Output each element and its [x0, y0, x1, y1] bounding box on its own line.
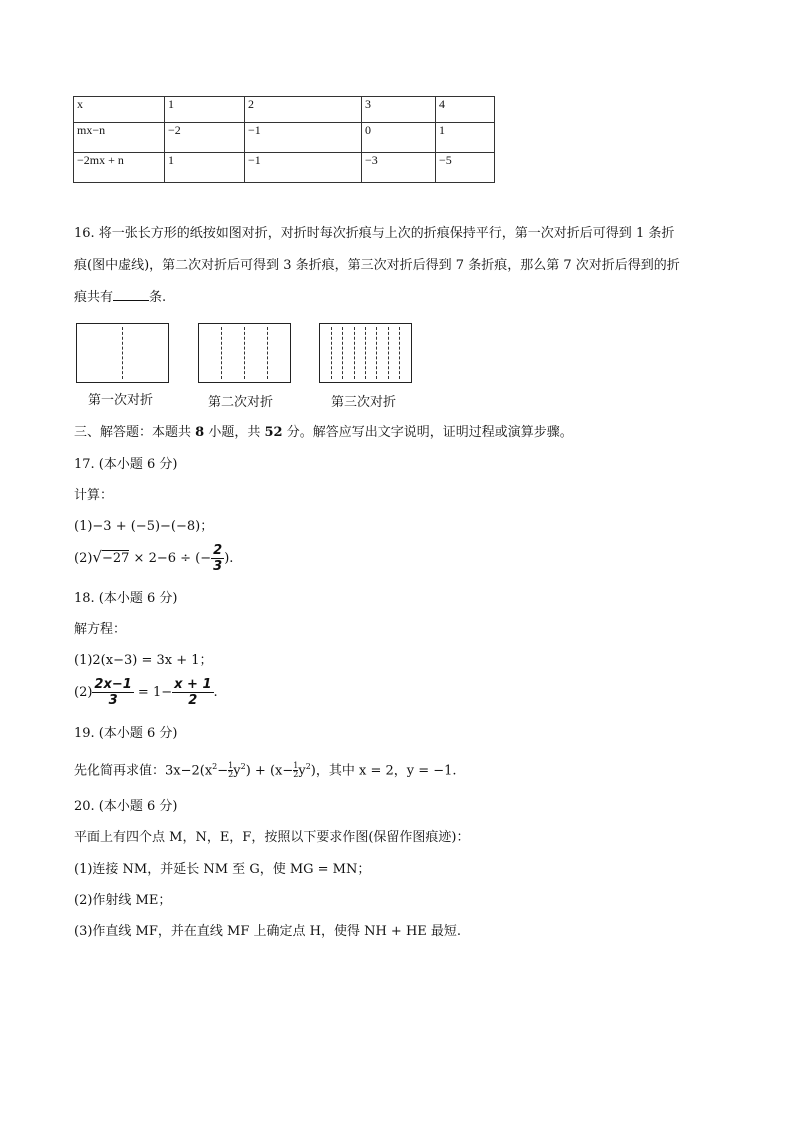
table-cell: −3 [362, 153, 436, 183]
exponent: 2 [212, 762, 218, 771]
denominator: 3 [213, 559, 223, 574]
q17-header: 17. (本小题 6 分) [74, 457, 178, 472]
section-header [74, 425, 573, 441]
q16-line1: 16. 将一张长方形的纸按如图对折，对折时每次折痕与上次的折痕保持平行，第一次对折后可得到 1 条折 [74, 226, 675, 241]
fraction [172, 677, 213, 708]
denominator: 2 [293, 770, 299, 780]
part-label: (2) [74, 685, 93, 700]
variable-y: y [233, 763, 241, 779]
expression-text: × 2−6 ÷ (− [129, 551, 212, 566]
table-cell: 1 [436, 123, 495, 153]
table-cell: −1 [245, 153, 362, 183]
variable-y: y [298, 763, 306, 779]
section-points: 52 [264, 425, 283, 440]
numerator: 1 [293, 761, 299, 771]
table-row [74, 123, 495, 153]
expression-end: )，其中 x = 2，y = −1. [310, 763, 457, 779]
fold-crease [388, 327, 389, 379]
q18-header: 18. (本小题 6 分) [74, 591, 178, 606]
table-cell: mx−n [74, 123, 165, 153]
section-suffix: 分。解答应写出文字说明，证明过程或演算步骤。 [286, 425, 573, 440]
expression-text: = 1− [133, 685, 173, 700]
minus-sign: − [217, 763, 229, 779]
q20-part3: (3)作直线 MF，并在直线 MF 上确定点 H，使得 NH + HE 最短. [74, 924, 462, 939]
table-cell: −1 [245, 123, 362, 153]
table-cell: −2 [165, 123, 245, 153]
fraction [211, 543, 224, 574]
q17-part1: (1)−3 + (−5)−(−8)； [74, 519, 214, 534]
fold-crease [331, 327, 332, 379]
fold-crease [244, 327, 245, 379]
fold-caption-2: 第二次对折 [208, 395, 274, 410]
fold-caption-1: 第一次对折 [88, 393, 154, 408]
fold-crease [365, 327, 366, 379]
denominator: 2 [188, 693, 198, 708]
q18-part2 [74, 677, 218, 708]
denominator: 3 [108, 693, 118, 708]
value-table [73, 96, 495, 183]
table-cell: 0 [362, 123, 436, 153]
q17-part2 [74, 543, 233, 574]
section-mid: 小题，共 [208, 425, 261, 440]
table-cell: 2 [245, 97, 362, 123]
section-prefix: 三、解答题：本题共 [74, 425, 192, 440]
q18-prompt: 解方程： [74, 622, 127, 637]
table-cell: −5 [436, 153, 495, 183]
table-cell: −2mx + n [74, 153, 165, 183]
q20-prompt: 平面上有四个点 M，N，E，F，按照以下要求作图(保留作图痕迹)： [74, 830, 470, 845]
fold-caption-3: 第三次对折 [331, 395, 397, 410]
table-cell: 3 [362, 97, 436, 123]
table-cell: 1 [165, 153, 245, 183]
denominator: 2 [228, 770, 234, 780]
table-cell: x [74, 97, 165, 123]
table-cell: 1 [165, 97, 245, 123]
table-row [74, 153, 495, 183]
fold-crease [376, 327, 377, 379]
expression-end: ). [224, 551, 234, 566]
q19-expression [74, 756, 457, 782]
expression-text: ) + (x− [245, 763, 294, 779]
q20-part1: (1)连接 NM，并延长 NM 至 G，使 MG = MN； [74, 862, 371, 877]
q20-part2: (2)作射线 ME； [74, 893, 172, 908]
table-cell: 4 [436, 97, 495, 123]
q16-line3 [74, 289, 166, 306]
fold-figure-2 [198, 323, 291, 383]
fold-crease [267, 327, 268, 379]
answer-blank [113, 289, 149, 301]
q19-header: 19. (本小题 6 分) [74, 726, 178, 741]
expression-end: . [213, 685, 218, 700]
exponent: 2 [240, 762, 246, 771]
numerator: 1 [228, 761, 234, 771]
numerator: x + 1 [174, 677, 212, 692]
fold-crease [221, 327, 222, 379]
cube-root-sign: √ [92, 548, 102, 566]
fold-figure-3 [319, 323, 412, 383]
q16-line3-post: 条. [149, 290, 167, 305]
numerator: 2x−1 [94, 677, 132, 692]
fold-figure-1 [76, 323, 169, 383]
q20-header: 20. (本小题 6 分) [74, 799, 178, 814]
fold-crease [354, 327, 355, 379]
q18-part1: (1)2(x−3) = 3x + 1； [74, 653, 213, 668]
expression-text: 先化简再求值：3x−2(x [74, 763, 213, 779]
radicand: −27 [101, 551, 130, 566]
exponent: 2 [305, 762, 311, 771]
q16-line2: 痕(图中虚线)，第二次对折后可得到 3 条折痕，第三次对折后得到 7 条折痕，那么第 7 次对折后得到的折 [74, 258, 680, 273]
numerator: 2 [213, 543, 223, 558]
fold-crease [399, 327, 400, 379]
part-label: (2) [74, 551, 93, 566]
fraction [92, 677, 133, 708]
q17-prompt: 计算： [74, 488, 114, 503]
section-question-count: 8 [195, 425, 205, 440]
fold-crease [122, 327, 123, 379]
q16-line3-pre: 痕共有 [74, 290, 114, 305]
table-row [74, 97, 495, 123]
fold-crease [342, 327, 343, 379]
